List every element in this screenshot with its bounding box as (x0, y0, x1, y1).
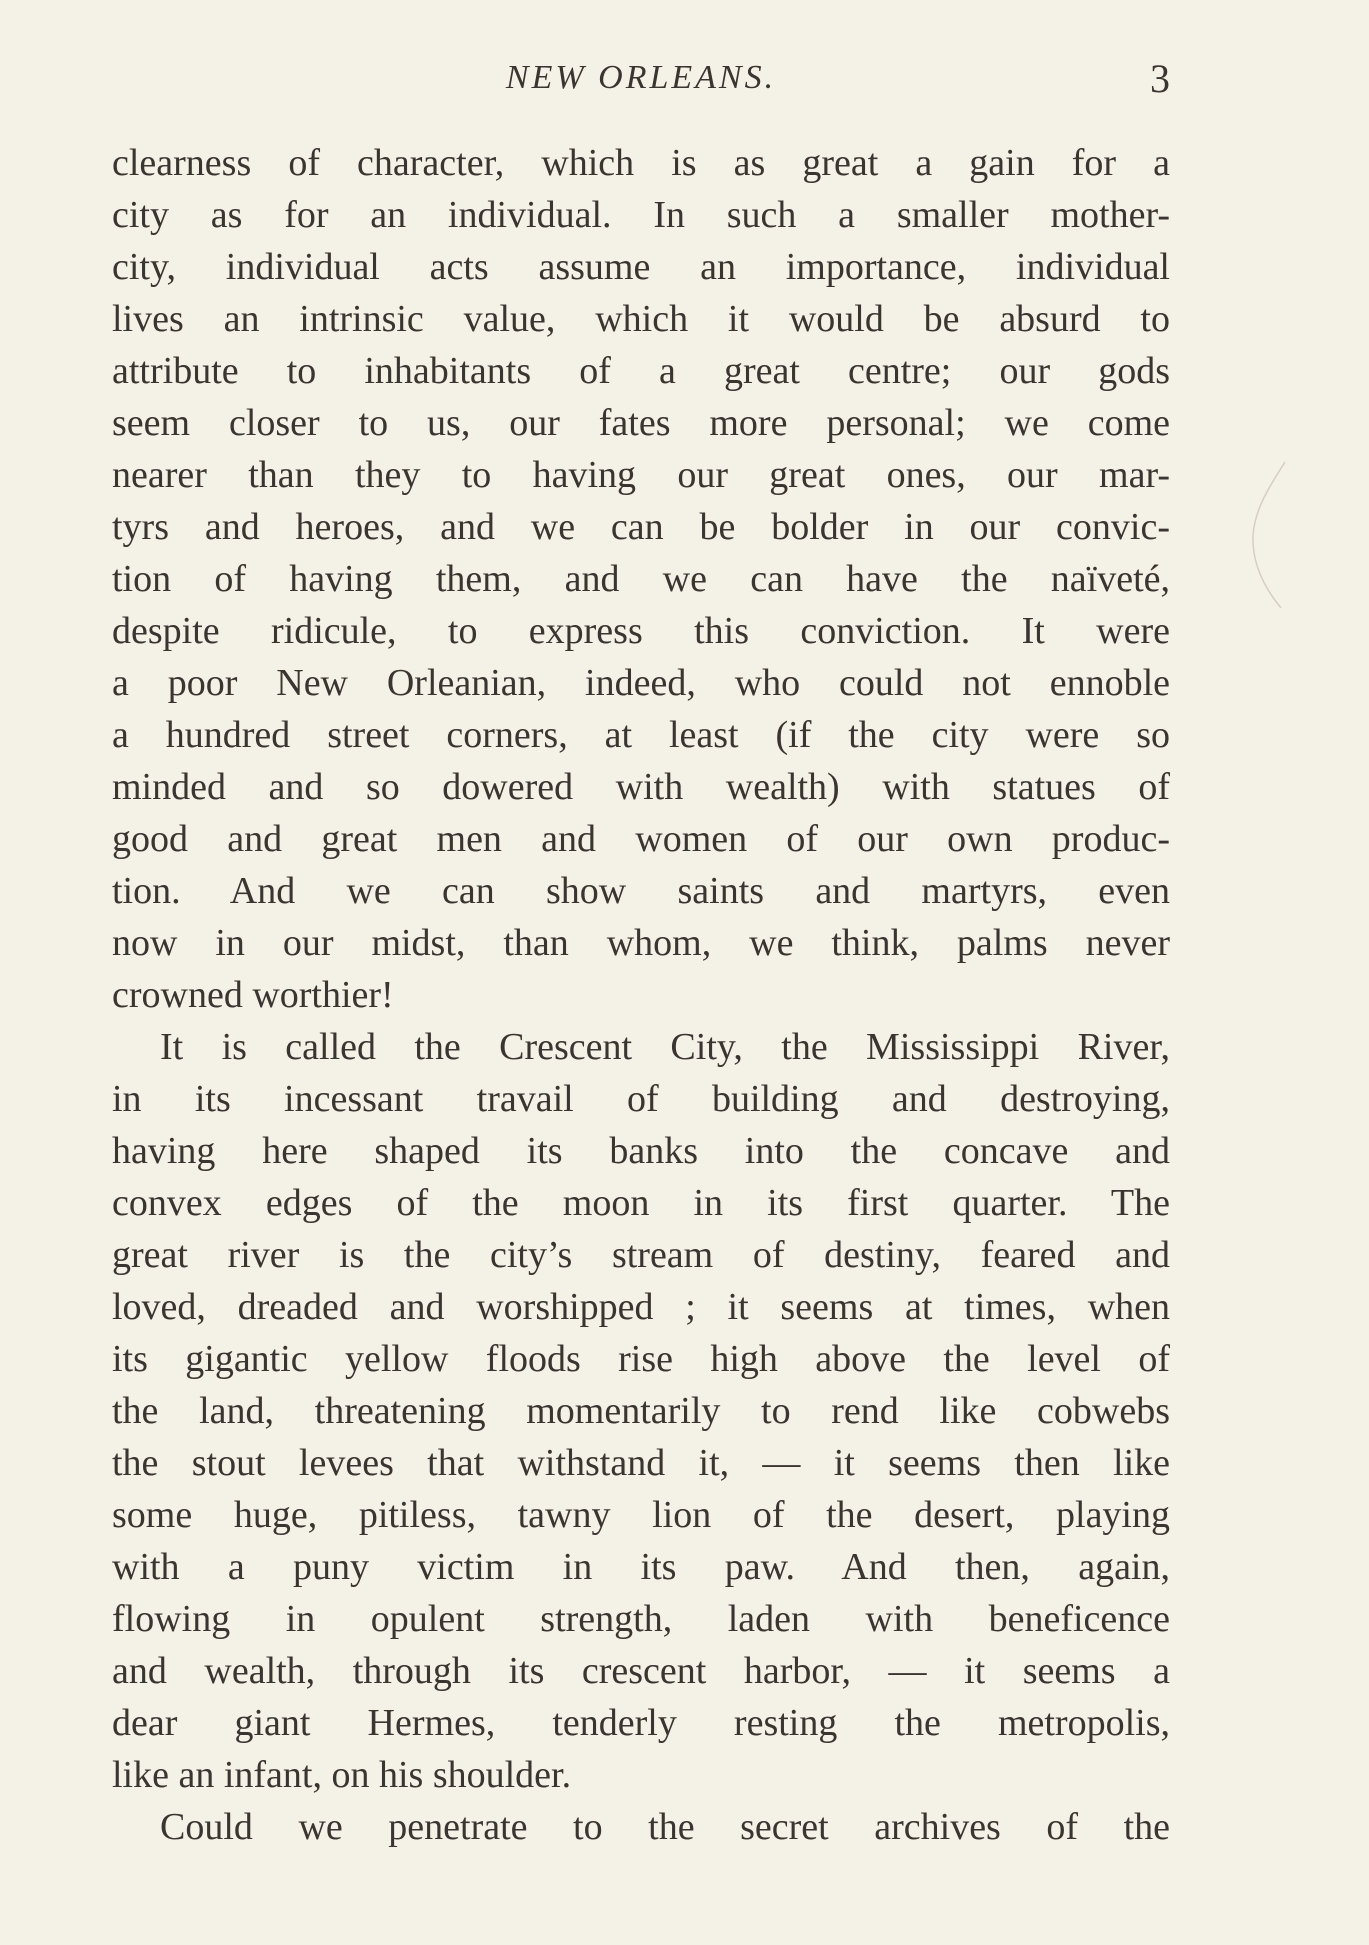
text-line: dear giant Hermes, tenderly resting the metropolis, (112, 1702, 1170, 1744)
text-line: minded and so dowered with wealth) with statues of (112, 766, 1170, 808)
text-line: city as for an individual. In such a smaller mother- (112, 194, 1170, 236)
text-line: tion of having them, and we can have the naïveté, (112, 558, 1170, 600)
text-line: having here shaped its banks into the concave and (112, 1130, 1170, 1172)
text-line: its gigantic yellow floods rise high above the level of (112, 1338, 1170, 1380)
text-line: It is called the Crescent City, the Mississippi River, (160, 1026, 1170, 1068)
text-line: great river is the city’s stream of destiny, feared and (112, 1234, 1170, 1276)
text-line: crowned worthier! (112, 974, 394, 1016)
text-line: some huge, pitiless, tawny lion of the desert, playing (112, 1494, 1170, 1536)
text-line: nearer than they to having our great ones, our mar- (112, 454, 1170, 496)
text-line: with a puny victim in its paw. And then, again, (112, 1546, 1170, 1588)
text-line: lives an intrinsic value, which it would be absurd to (112, 298, 1170, 340)
text-line: convex edges of the moon in its first quarter. The (112, 1182, 1170, 1224)
page-number: 3 (1150, 56, 1170, 101)
text-line: and wealth, through its crescent harbor, — it seems a (112, 1650, 1170, 1692)
text-line: in its incessant travail of building and destroying, (112, 1078, 1170, 1120)
text-line: like an infant, on his shoulder. (112, 1754, 572, 1796)
text-line: the stout levees that withstand it, — it seems then like (112, 1442, 1170, 1484)
text-line: a poor New Orleanian, indeed, who could not ennoble (112, 662, 1170, 704)
text-line: attribute to inhabitants of a great centre; our gods (112, 350, 1170, 392)
running-head: NEW ORLEANS. (505, 59, 777, 96)
text-line: flowing in opulent strength, laden with beneficence (112, 1598, 1170, 1640)
text-line: the land, threatening momentarily to rend like cobwebs (112, 1390, 1170, 1432)
page-header (112, 55, 1170, 105)
text-line: good and great men and women of our own produc- (112, 818, 1170, 860)
text-line: despite ridicule, to express this conviction. It were (112, 610, 1170, 652)
body-text (112, 137, 1170, 1853)
text-line: a hundred street corners, at least (if the city were so (112, 714, 1170, 756)
text-line: seem closer to us, our fates more personal; we come (112, 402, 1170, 444)
text-line: tyrs and heroes, and we can be bolder in our convic- (112, 506, 1170, 548)
text-line: clearness of character, which is as great a gain for a (112, 142, 1170, 184)
text-line: loved, dreaded and worshipped ; it seems at times, when (112, 1286, 1170, 1328)
text-line: Could we penetrate to the secret archives of the (160, 1806, 1170, 1848)
text-line: city, individual acts assume an importance, individual (112, 246, 1170, 288)
text-line: now in our midst, than whom, we think, palms never (112, 922, 1170, 964)
text-line: tion. And we can show saints and martyrs, even (112, 870, 1170, 912)
margin-pencil-mark (1247, 460, 1287, 610)
